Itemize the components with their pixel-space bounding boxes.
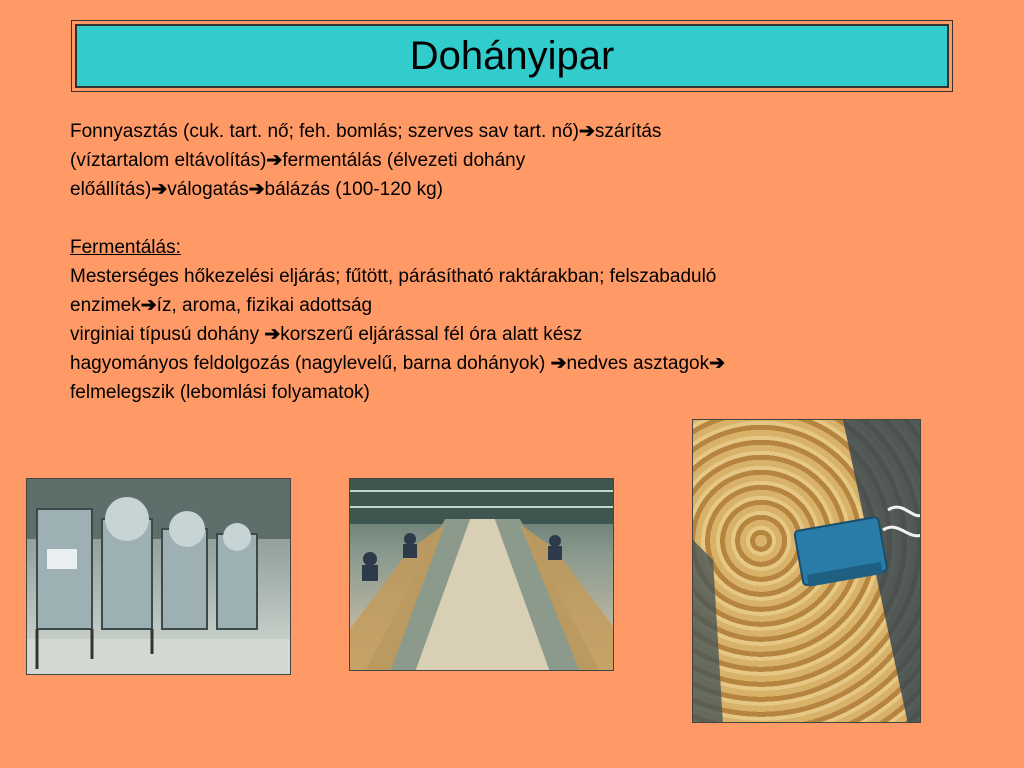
text-segment: bálázás (100-120 kg) [264,179,444,200]
arrow-icon: ➔ [550,353,567,374]
text-segment: válogatás [167,179,249,200]
arrow-icon: ➔ [578,121,595,142]
arrow-icon: ➔ [248,179,265,200]
text-segment: virginiai típusú dohány [70,324,265,345]
text-segment: enzimek [70,295,141,316]
tobacco-leaves-conveyor-photo [692,419,921,723]
text-line: Mesterséges hőkezelési eljárás; fűtött, párásítható raktárakban; felszabaduló [70,266,717,287]
slide-body [70,117,970,407]
text-line: felmelegszik (lebomlási folyamatok) [70,382,370,403]
arrow-icon: ➔ [709,353,726,374]
text-segment: korszerű eljárással fél óra alatt kész [280,324,583,345]
text-segment: íz, aroma, fizikai adottság [156,295,373,316]
text-segment: Fonnyasztás (cuk. tart. nő; feh. bomlás; szerves sav tart. nő) [70,121,579,142]
arrow-icon: ➔ [140,295,157,316]
arrow-icon: ➔ [266,150,283,171]
text-segment: előállítás) [70,179,152,200]
slide-title: Dohányipar [409,33,615,78]
text-line [70,291,970,320]
text-line [70,349,970,378]
text-line [70,320,970,349]
tobacco-machinery-photo [26,478,291,675]
text-segment: nedves asztagok [566,353,710,374]
title-box [75,24,949,88]
arrow-icon: ➔ [264,324,281,345]
arrow-icon: ➔ [151,179,168,200]
text-line [70,146,970,175]
text-segment: szárítás [594,121,662,142]
text-segment: hagyományos feldolgozás (nagylevelű, barna dohányok) [70,353,551,374]
text-line [70,117,970,146]
tobacco-sorting-line-photo [349,478,614,671]
text-line [70,175,970,204]
section-heading: Fermentálás: [70,237,181,258]
text-segment: (víztartalom eltávolítás) [70,150,267,171]
text-segment: fermentálás (élvezeti dohány [282,150,526,171]
